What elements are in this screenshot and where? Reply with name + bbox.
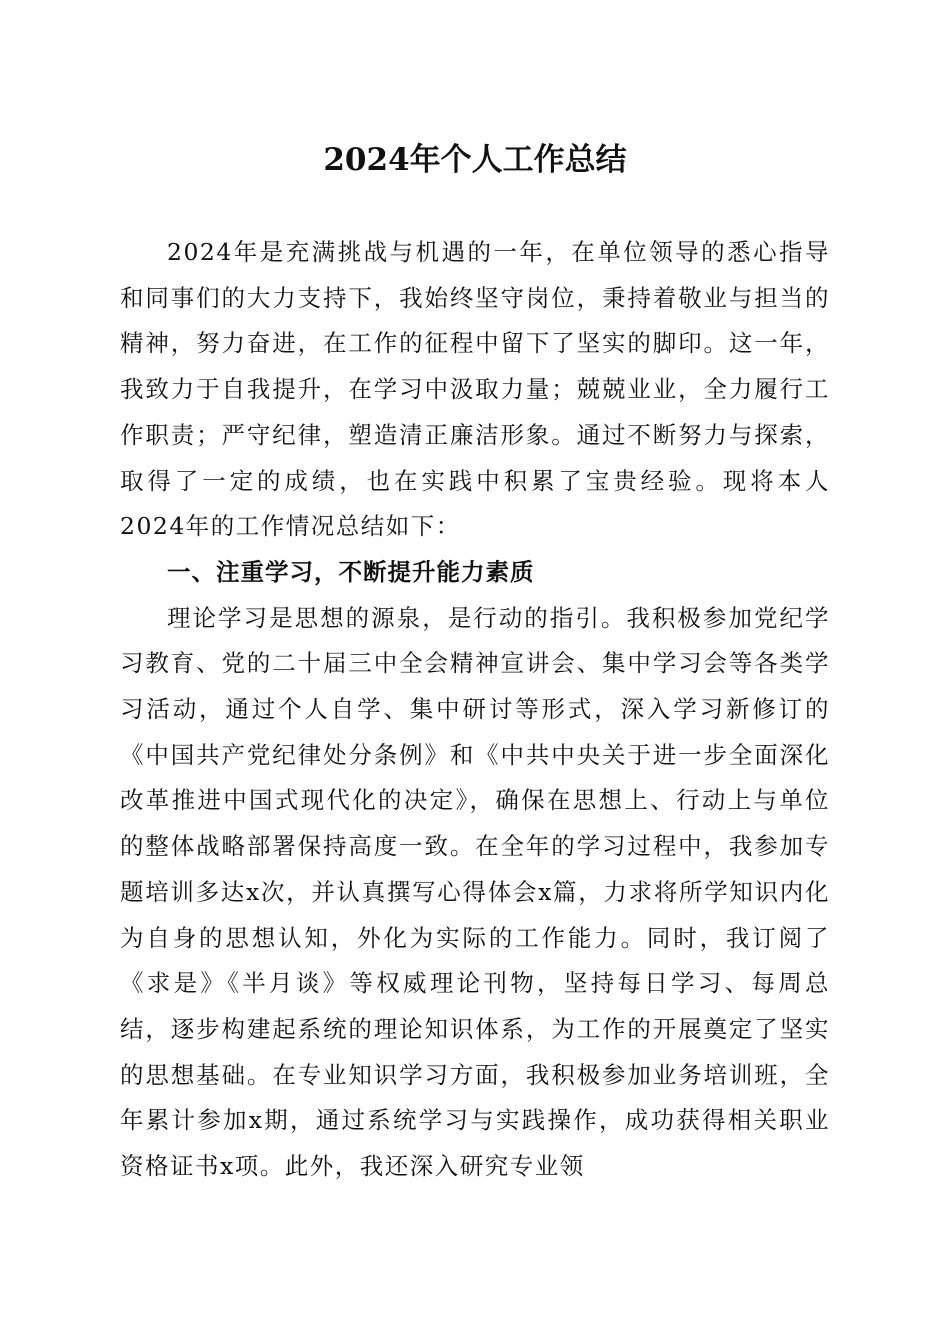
section-1-paragraph: 理论学习是思想的源泉，是行动的指引。我积极参加党纪学习教育、党的二十届三中全会精神宣讲会、集中学习会等各类学习活动，通过个人自学、集中研讨等形式，深入学习新修订的《中国共产党纪律处分条例》和《中共中央关于进一步全面深化改革推进中国式现代化的决定》，确保在思想上、行动上与单位的整体战略部署保持高度一致。在全年的学习过程中，我参加专题培训多达x次，并认真撰写心得体会x篇，力求将所学知识内化为自身的思想认知，外化为实际的工作能力。同时，我订阅了《求是》《半月谈》等权威理论刊物，坚持每日学习、每周总结，逐步构建起系统的理论知识体系，为工作的开展奠定了坚实的思想基础。在专业知识学习方面，我积极参加业务培训班，全年累计参加x期，通过系统学习与实践操作，成功获得相关职业资格证书x项。此外，我还深入研究专业领 (120, 603, 830, 1181)
intro-paragraph: 2024年是充满挑战与机遇的一年，在单位领导的悉心指导和同事们的大力支持下，我始终坚守岗位，秉持着敬业与担当的精神，努力奋进，在工作的征程中留下了坚实的脚印。这一年，我致力于自我提升，在学习中汲取力量；兢兢业业，全力履行工作职责；严守纪律，塑造清正廉洁形象。通过不断努力与探索，取得了一定的成绩，也在实践中积累了宝贵经验。现将本人2024年的工作情况总结如下： (120, 238, 830, 541)
document-body (120, 230, 830, 1190)
section-heading-1: 一、注重学习，不断提升能力素质 (167, 557, 535, 586)
document-title: 2024年个人工作总结 (323, 142, 627, 178)
